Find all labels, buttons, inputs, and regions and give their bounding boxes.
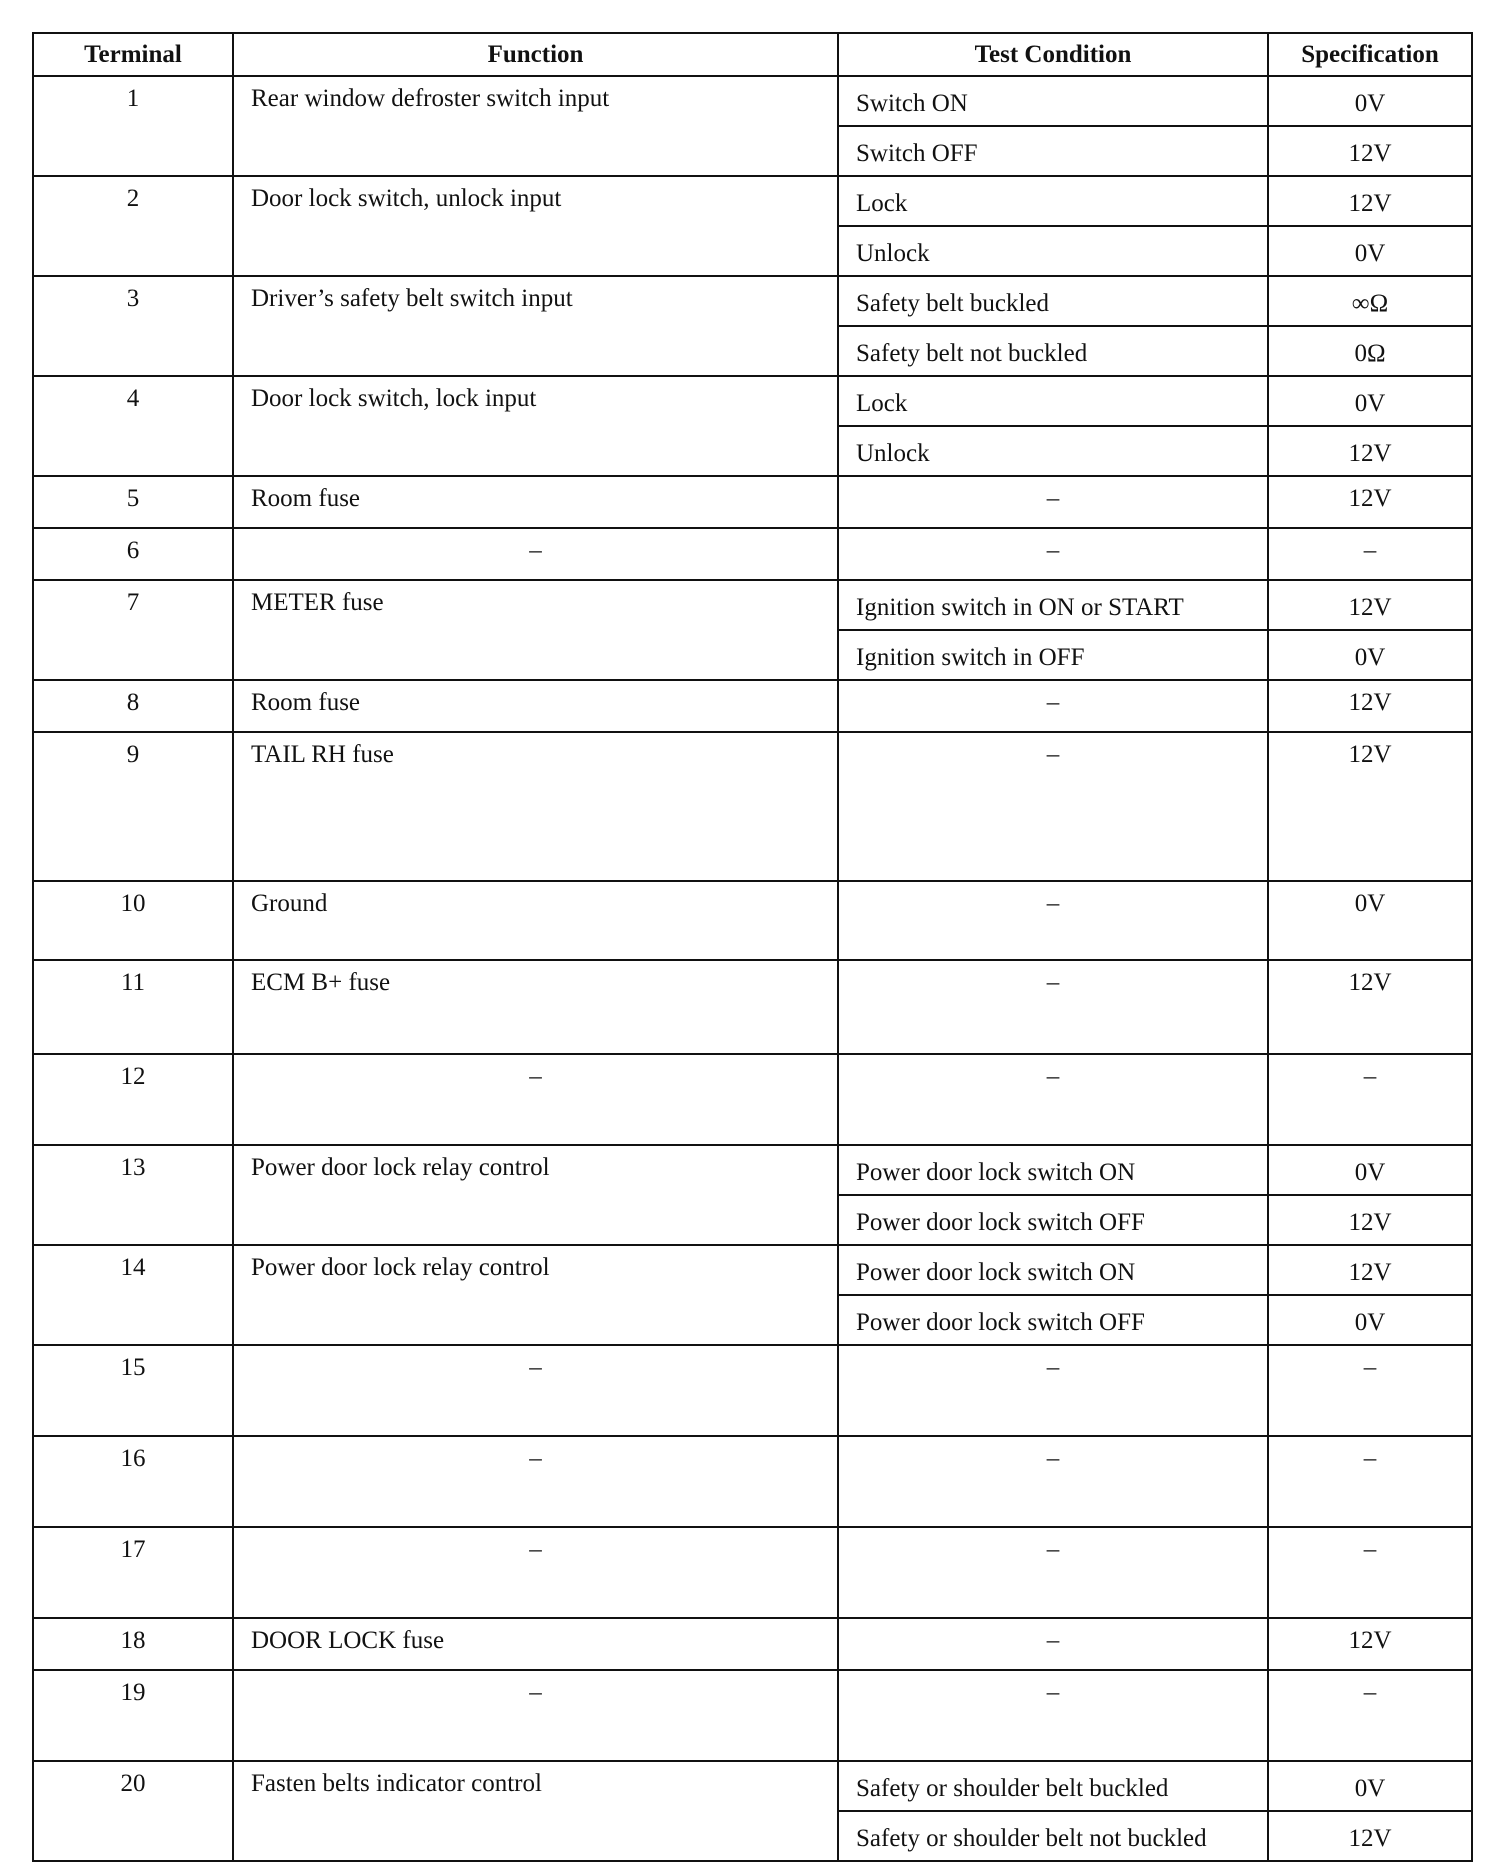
test-condition-cell: Power door lock switch ON [838, 1245, 1268, 1295]
header-row [33, 33, 1472, 76]
test-condition-cell: Lock [838, 376, 1268, 426]
test-condition-cell: – [838, 1054, 1268, 1145]
table-row [33, 176, 1472, 226]
test-condition-cell: Safety belt not buckled [838, 326, 1268, 376]
test-condition-cell: Safety or shoulder belt buckled [838, 1761, 1268, 1811]
terminal-cell: 17 [33, 1527, 233, 1618]
header-function: Function [233, 33, 838, 76]
specification-cell: 0Ω [1268, 326, 1472, 376]
terminal-cell: 19 [33, 1670, 233, 1761]
function-cell: Driver’s safety belt switch input [233, 276, 838, 376]
specification-cell: 0V [1268, 630, 1472, 680]
function-cell: – [233, 1345, 838, 1436]
table-row [33, 1527, 1472, 1618]
specification-cell: 12V [1268, 1195, 1472, 1245]
table-body [33, 76, 1472, 1861]
table-row [33, 1145, 1472, 1195]
function-cell: Fasten belts indicator control [233, 1761, 838, 1861]
terminal-cell: 4 [33, 376, 233, 476]
table-row [33, 1761, 1472, 1811]
table-row [33, 732, 1472, 881]
specification-cell: 0V [1268, 1295, 1472, 1345]
table-row [33, 1345, 1472, 1436]
table-row [33, 580, 1472, 630]
table-row [33, 1618, 1472, 1670]
function-cell: Power door lock relay control [233, 1145, 838, 1245]
terminal-cell: 1 [33, 76, 233, 176]
test-condition-cell: Ignition switch in ON or START [838, 580, 1268, 630]
terminal-cell: 15 [33, 1345, 233, 1436]
test-condition-cell: Power door lock switch OFF [838, 1195, 1268, 1245]
specification-cell: 0V [1268, 1145, 1472, 1195]
test-condition-cell: – [838, 476, 1268, 528]
specification-cell: 0V [1268, 76, 1472, 126]
function-cell: – [233, 1670, 838, 1761]
specification-cell: – [1268, 1436, 1472, 1527]
terminal-table [32, 32, 1473, 1862]
table-row [33, 528, 1472, 580]
specification-cell: 0V [1268, 881, 1472, 960]
terminal-cell: 2 [33, 176, 233, 276]
header-test-condition: Test Condition [838, 33, 1268, 76]
header-specification: Specification [1268, 33, 1472, 76]
terminal-cell: 12 [33, 1054, 233, 1145]
test-condition-cell: – [838, 1527, 1268, 1618]
specification-cell: – [1268, 1345, 1472, 1436]
specification-cell: 12V [1268, 960, 1472, 1054]
terminal-cell: 14 [33, 1245, 233, 1345]
specification-cell: 12V [1268, 476, 1472, 528]
terminal-cell: 7 [33, 580, 233, 680]
test-condition-cell: Safety or shoulder belt not buckled [838, 1811, 1268, 1861]
specification-cell: ∞Ω [1268, 276, 1472, 326]
function-cell: – [233, 1054, 838, 1145]
function-cell: Door lock switch, unlock input [233, 176, 838, 276]
terminal-cell: 10 [33, 881, 233, 960]
specification-cell: 12V [1268, 1618, 1472, 1670]
function-cell: – [233, 1436, 838, 1527]
function-cell: Power door lock relay control [233, 1245, 838, 1345]
test-condition-cell: – [838, 680, 1268, 732]
function-cell: Room fuse [233, 476, 838, 528]
test-condition-cell: Switch OFF [838, 126, 1268, 176]
specification-cell: – [1268, 528, 1472, 580]
terminal-cell: 5 [33, 476, 233, 528]
test-condition-cell: – [838, 960, 1268, 1054]
test-condition-cell: – [838, 1618, 1268, 1670]
table-row [33, 1436, 1472, 1527]
terminal-cell: 11 [33, 960, 233, 1054]
specification-cell: 12V [1268, 176, 1472, 226]
specification-cell: 12V [1268, 732, 1472, 881]
function-cell: TAIL RH fuse [233, 732, 838, 881]
table-row [33, 881, 1472, 960]
terminal-cell: 16 [33, 1436, 233, 1527]
test-condition-cell: – [838, 1345, 1268, 1436]
terminal-cell: 20 [33, 1761, 233, 1861]
test-condition-cell: Power door lock switch ON [838, 1145, 1268, 1195]
specification-cell: 12V [1268, 580, 1472, 630]
specification-cell: 12V [1268, 680, 1472, 732]
test-condition-cell: Unlock [838, 426, 1268, 476]
table-row [33, 1054, 1472, 1145]
table-row [33, 680, 1472, 732]
test-condition-cell: – [838, 732, 1268, 881]
test-condition-cell: Power door lock switch OFF [838, 1295, 1268, 1345]
test-condition-cell: Safety belt buckled [838, 276, 1268, 326]
table-row [33, 476, 1472, 528]
specification-cell: – [1268, 1670, 1472, 1761]
test-condition-cell: Switch ON [838, 76, 1268, 126]
function-cell: Room fuse [233, 680, 838, 732]
function-cell: – [233, 528, 838, 580]
terminal-cell: 6 [33, 528, 233, 580]
specification-cell: – [1268, 1054, 1472, 1145]
specification-cell: 12V [1268, 126, 1472, 176]
terminal-cell: 3 [33, 276, 233, 376]
table-row [33, 376, 1472, 426]
function-cell: Rear window defroster switch input [233, 76, 838, 176]
function-cell: DOOR LOCK fuse [233, 1618, 838, 1670]
function-cell: METER fuse [233, 580, 838, 680]
function-cell: ECM B+ fuse [233, 960, 838, 1054]
table-row [33, 960, 1472, 1054]
specification-cell: 0V [1268, 376, 1472, 426]
test-condition-cell: – [838, 1436, 1268, 1527]
specification-cell: 0V [1268, 226, 1472, 276]
terminal-cell: 8 [33, 680, 233, 732]
table-row [33, 276, 1472, 326]
specification-cell: 0V [1268, 1761, 1472, 1811]
terminal-cell: 18 [33, 1618, 233, 1670]
function-cell: Ground [233, 881, 838, 960]
test-condition-cell: Unlock [838, 226, 1268, 276]
specification-cell: – [1268, 1527, 1472, 1618]
terminal-cell: 9 [33, 732, 233, 881]
specification-cell: 12V [1268, 426, 1472, 476]
terminal-cell: 13 [33, 1145, 233, 1245]
test-condition-cell: – [838, 528, 1268, 580]
table-row [33, 1245, 1472, 1295]
table-row [33, 1670, 1472, 1761]
table-row [33, 76, 1472, 126]
test-condition-cell: – [838, 881, 1268, 960]
function-cell: Door lock switch, lock input [233, 376, 838, 476]
test-condition-cell: – [838, 1670, 1268, 1761]
specification-cell: 12V [1268, 1811, 1472, 1861]
function-cell: – [233, 1527, 838, 1618]
header-terminal: Terminal [33, 33, 233, 76]
specification-cell: 12V [1268, 1245, 1472, 1295]
test-condition-cell: Lock [838, 176, 1268, 226]
test-condition-cell: Ignition switch in OFF [838, 630, 1268, 680]
